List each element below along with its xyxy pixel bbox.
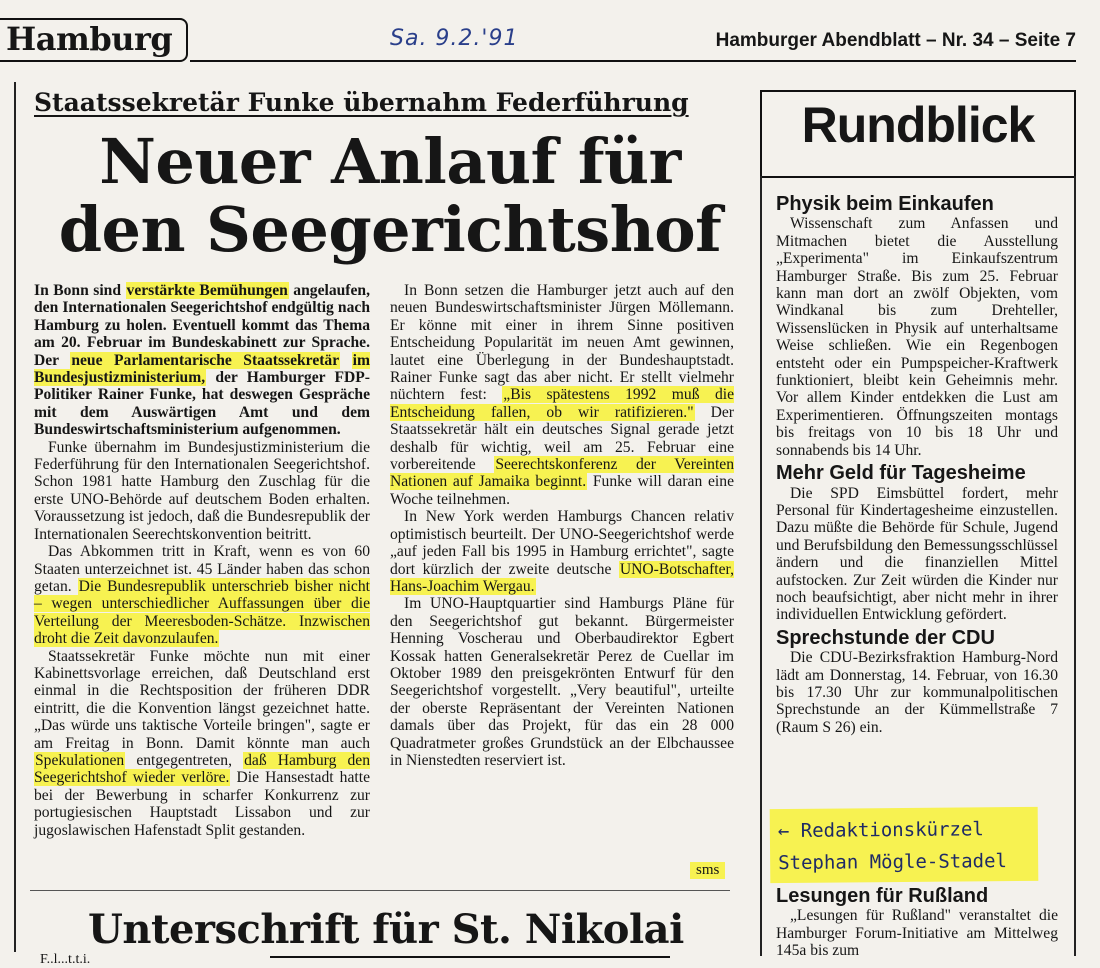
rundblick-text: Die SPD Eimsbüttel fordert, mehr Personal für Kindertagesheime einzustellen. Dazu müßte die Behörde für Schule, Jugend und Berufsbildung den Bemessungsschlüssel ändern und die finanziellen Mittel aufstocken. Zur Zeit würden die Kinder nur noch beaufsichtigt, aber nicht mehr in ihrer individuellen Entwicklung gefördert. xyxy=(776,484,1058,624)
rundblick-right-rule xyxy=(1074,176,1076,956)
rundblick-heading: Sprechstunde der CDU xyxy=(776,626,995,649)
rundblick-text: Die CDU-Bezirksfraktion Hamburg-Nord lädt am Donnerstag, 14. Februar, von 16.30 bis 17.30 Uhr zur kommunalpolitischen Sprechstunde an der Kümmellstraße 7 (Raum S 26) ein. xyxy=(776,649,1058,736)
article-paragraph: Funke übernahm im Bundesjustizministerium die Federführung für den Internationalen Seegerichtshof. Schon 1981 hatte Hamburg den Zuschlag für die erste UNO-Behörde auf deutschem Boden erhalten. Voraussetzung ist jedoch, daß die Bundesrepublik der Internationalen Seerechtskonvention beitritt. xyxy=(34,438,370,543)
rundblick-heading: Mehr Geld für Tagesheime xyxy=(776,462,1026,485)
note-line: Stephan Mögle-Stadel xyxy=(778,850,1008,875)
article-paragraph: Im UNO-Hauptquartier sind Hamburgs Pläne für den Seegerichtshof gut bekannt. Bürgermeister Henning Voscherau und Oberbaudirektor Egbert Kossak hatten Generalsekretär Perez de Cuellar im Oktober 1989 den preisgekrönten Entwurf für den Seegerichtshof vorgestellt. „Very beautiful", urteilte der oberste Repräsentant der Vereinten Nationen damals über das Projekt, für das ein 28 000 Quadratmeter großes Grundstück an der Elbchaussee in Nienstedten reserviert ist. xyxy=(390,595,734,769)
rundblick-text: Wissenschaft zum Anfassen und Mitmachen bietet die Ausstellung „Experimenta" im Einkaufszentrum Hamburger Straße. Bis zum 25. Februar kann man dort an zwölf Objekten, vom Windkanal bis zum Drehteller, Wissenslücken in Physik auf unterhaltsame Weise schließen. Wie ein Regenbogen entsteht oder ein Pumpspeicher-Kraftwerk funktioniert, bleibt kein Geheimnis mehr. Vor allem Kinder entdekken die Lust am Experimentieren. Öffnungszeiten montags bis freitags von 10 bis 18 Uhr und sonnabends bis 14 Uhr. xyxy=(776,215,1058,459)
rundblick-heading: Physik beim Einkaufen xyxy=(776,193,994,215)
handwritten-date: Sa. 9.2.'91 xyxy=(390,26,519,51)
rundblick-left-rule xyxy=(760,176,762,956)
note-line: ← Redaktionskürzel xyxy=(777,818,984,843)
next-article-fragment: F..l...t.t.i. xyxy=(40,952,91,967)
rundblick-text: „Lesungen für Rußland" veranstaltet die Hamburger Forum-Initiative am Mittelweg 145a bis zum xyxy=(776,907,1058,960)
rundblick-rule xyxy=(760,176,1076,178)
article-lead: In Bonn sind verstärkte Bemühungen angelaufen, den Internationalen Seegerichtshof endgültig nach Hamburg zu holen. Eventuell kommt das Thema am 20. Februar im Bundeskabinett zur Sprache. Der neue Parlamentarische Staatssekretär im Bundesjustizministerium, der Hamburger FDP-Politiker Rainer Funke, hat deswegen Gespräche mit dem Auswärtigen Amt und dem Bundeswirtschaftsministerium aufgenommen. xyxy=(34,282,370,439)
bottom-rule xyxy=(270,956,670,958)
section-divider xyxy=(30,890,730,891)
next-article-headline: Unterschrift für St. Nikolai xyxy=(88,906,684,953)
page-info: Hamburger Abendblatt – Nr. 34 – Seite 7 xyxy=(715,30,1076,51)
article-paragraph: Staatssekretär Funke möchte nun mit einer Kabinettsvorlage erreichen, daß Deutschland erst einmal in die Rechtsposition der früheren DDR eintritt, die die Konvention längst gezeichnet hatte. „Das würde uns taktische Vorteile bringen", sagte er am Freitag in Bonn. Damit könnte man auch Spekulationen entgegentreten, daß Hamburg den Seegerichtshof wieder verlöre. Die Hansestadt hatte bei der Bewerbung in scharfer Konkurrenz zur portugiesischen Hauptstadt Lissabon und zur jugoslawischen Hafenstadt Split gestanden. xyxy=(34,647,370,839)
rundblick-heading: Lesungen für Rußland xyxy=(776,885,989,907)
rundblick-title: Rundblick xyxy=(801,97,1035,153)
article-paragraph: Das Abkommen tritt in Kraft, wenn es von 60 Staaten unterzeichnet ist. 45 Länder haben das schon getan. Die Bundesrepublik unterschrieb bisher nicht – wegen unterschiedlicher Auffassungen über die Verteilung der Meeresboden-Schätze. Inzwischen droht die Zeit davonzulaufen. xyxy=(34,543,370,648)
article-column-1 xyxy=(34,282,370,839)
article-headline: Neuer Anlauf für den Seegerichtshof xyxy=(58,125,722,266)
rundblick-column xyxy=(776,193,1058,736)
section-title: Hamburg xyxy=(6,20,173,58)
article-paragraph: In New York werden Hamburgs Chancen relativ optimistisch beurteilt. Der UNO-Seegerichtshof werde „auf jeden Fall bis 1995 in Hamburg errichtet", sagte dort kürzlich der zweite deutsche UNO-Botschafter, Hans-Joachim Wergau. xyxy=(390,508,734,595)
article-column-2 xyxy=(390,282,734,769)
article-paragraph: In Bonn setzen die Hamburger jetzt auch auf den neuen Bundeswirtschaftsminister Jürgen Möllemann. Er könne mit einer in ihrem Sinne positiven Entscheidung Popularität im neuen Amt gewinnen, lautet eine Überlegung in der Bundeshauptstadt. Rainer Funke sagt das aber nicht. Er stellt vielmehr nüchtern fest: „Bis spätestens 1992 muß die Entscheidung fallen, ob wir ratifizieren." Der Staatssekretär hält ein deutsches Signal gerade jetzt deshalb für wichtig, weil am 25. Februar eine vorbereitende Seerechtskonferenz der Vereinten Nationen auf Jamaika beginnt. Funke will daran eine Woche teilnehmen. xyxy=(390,282,734,508)
author-initials: sms xyxy=(690,862,725,879)
handwritten-note xyxy=(770,807,1039,883)
article-kicker: Staatssekretär Funke übernahm Federführung xyxy=(34,88,689,117)
left-rule xyxy=(14,82,16,952)
top-rule xyxy=(190,60,1076,62)
rundblick-last-item xyxy=(776,885,1058,960)
